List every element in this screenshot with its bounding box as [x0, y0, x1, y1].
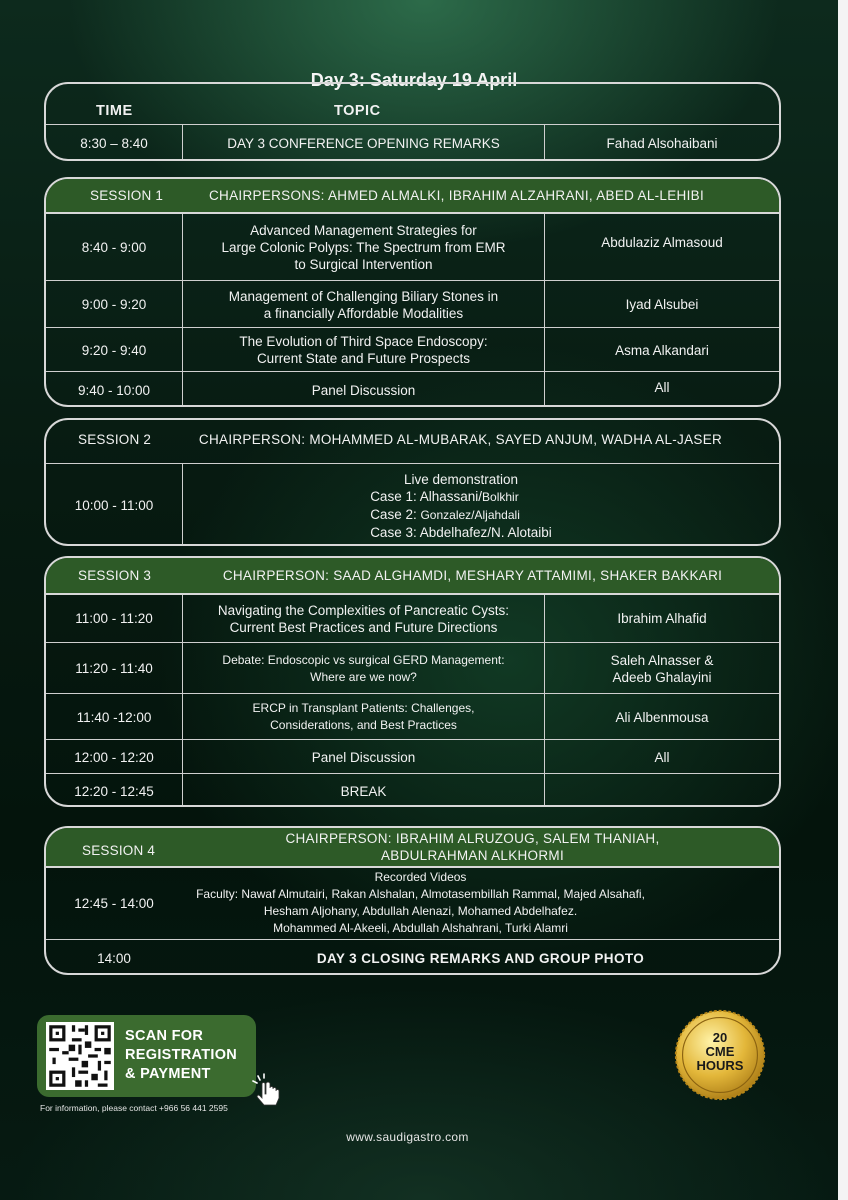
session-speaker	[544, 774, 779, 807]
opening-time: 8:30 – 8:40	[80, 136, 148, 151]
session-topic: Panel Discussion	[182, 740, 544, 774]
table-row	[46, 939, 779, 975]
badge-line: HOURS	[696, 1058, 744, 1073]
closing-time: 14:00	[97, 950, 131, 966]
session1-box	[44, 177, 781, 407]
qr-code-icon[interactable]	[46, 1022, 114, 1090]
table-row	[46, 463, 779, 546]
session4-label: SESSION 4	[82, 842, 156, 858]
registration-qr-panel[interactable]	[37, 1015, 256, 1097]
session1-label: SESSION 1	[90, 188, 164, 203]
session4-box	[44, 826, 781, 975]
case-text: Case 1: Alhassani/	[370, 488, 483, 504]
topic-line: Recorded Videos	[374, 870, 467, 884]
session4-header	[46, 828, 779, 868]
badge-line: 20	[712, 1030, 728, 1045]
session2-label: SESSION 2	[78, 431, 152, 447]
session-topic: BREAK	[182, 774, 544, 807]
session-time: 12:45 - 14:00	[74, 895, 154, 911]
table-row	[46, 642, 779, 694]
table-row	[46, 280, 779, 328]
session-time: 12:00 - 12:20	[74, 749, 154, 765]
session-speaker: Abdulaziz Almasoud	[544, 214, 779, 280]
cme-badge-text	[672, 1031, 768, 1073]
session-time: 9:20 - 9:40	[81, 342, 147, 358]
case-text: Gonzalez/Aljahdali	[420, 507, 520, 522]
case-text: Bolkhir	[482, 489, 519, 504]
session-time: 8:40 - 9:00	[81, 239, 147, 255]
session-speaker: All	[544, 740, 779, 774]
session-time: 12:20 - 12:45	[74, 783, 154, 799]
opening-speaker: Fahad Alsohaibani	[544, 125, 779, 161]
pointer-hand-icon	[250, 1072, 286, 1108]
topic-line: Hesham Aljohany, Abdullah Alenazi, Mohamed Abdelhafez.	[263, 904, 578, 918]
session-topic	[182, 868, 779, 938]
session1-chairs: CHAIRPERSONS: AHMED ALMALKI, IBRAHIM ALZAHRANI, ABED AL-LEHIBI	[209, 188, 704, 203]
session-speaker: Asma Alkandari	[544, 328, 779, 372]
session1-header	[46, 179, 779, 214]
scan-line: & PAYMENT	[125, 1066, 211, 1082]
topic-line: Advanced Management Strategies for	[250, 222, 477, 238]
contact-info: For information, please contact +966 56 441 2595	[40, 1103, 228, 1113]
session-topic	[182, 464, 779, 546]
session2-box	[44, 418, 781, 546]
topic-line: Navigating the Complexities of Pancreatic Cysts:	[217, 602, 510, 618]
session3-label: SESSION 3	[78, 568, 152, 583]
page-edge	[838, 0, 848, 1200]
session-time: 11:20 - 11:40	[75, 661, 153, 676]
session-speaker: Ibrahim Alhafid	[544, 595, 779, 642]
table-row	[46, 693, 779, 740]
topic-line: The Evolution of Third Space Endoscopy:	[239, 334, 488, 349]
case-line	[370, 506, 552, 524]
topic-line: Mohammed Al-Akeeli, Abdullah Alshahrani, Turki Alamri	[273, 921, 568, 935]
chair-line: CHAIRPERSON: IBRAHIM ALRUZOUG, SALEM THANIAH,	[285, 831, 660, 846]
topic-line: Current Best Practices and Future Directions	[229, 619, 498, 635]
session3-header	[46, 558, 779, 595]
table-row	[46, 595, 779, 642]
case-line: Case 3: Abdelhafez/N. Alotaibi	[370, 524, 552, 540]
topic-header: TOPIC	[334, 103, 381, 119]
case-text: Case 2:	[370, 506, 421, 522]
session-topic	[182, 281, 544, 328]
session2-chairs: CHAIRPERSON: MOHAMMED AL-MUBARAK, SAYED ANJUM, WADHA AL-JASER	[198, 431, 723, 447]
session-topic	[182, 328, 544, 372]
session-topic	[182, 214, 544, 280]
topic-line: Considerations, and Best Practices	[270, 718, 457, 732]
opening-topic: DAY 3 CONFERENCE OPENING REMARKS	[182, 125, 544, 161]
scan-line: REGISTRATION	[125, 1047, 238, 1063]
time-header: TIME	[96, 103, 133, 119]
scan-text	[125, 1027, 237, 1084]
topic-line: Where are we now?	[310, 669, 417, 684]
case-line	[370, 488, 552, 506]
table-row	[46, 371, 779, 407]
topic-line: Faculty: Nawaf Almutairi, Rakan Alshalan, Almotasembillah Rammal, Majed Alsahafi,	[196, 887, 645, 901]
table-row	[46, 327, 779, 372]
table-row	[46, 868, 779, 938]
session2-header	[46, 420, 779, 458]
topic-line: ERCP in Transplant Patients: Challenges,	[252, 701, 475, 715]
topic-line: Management of Challenging Biliary Stones in	[228, 288, 499, 304]
chair-line: ABDULRAHMAN ALKHORMI	[380, 848, 565, 863]
session-speaker: All	[544, 372, 779, 407]
website-link[interactable]: www.saudigastro.com	[346, 1130, 469, 1144]
session-speaker: Ali Albenmousa	[544, 694, 779, 740]
session-topic	[182, 694, 544, 740]
session-speaker	[544, 643, 779, 694]
session-time: 10:00 - 11:00	[74, 498, 154, 513]
badge-line: CME	[705, 1044, 735, 1059]
day-title: Day 3: Saturday 19 April	[310, 70, 518, 90]
session-time: 11:40 -12:00	[76, 709, 152, 725]
session-topic	[182, 643, 544, 694]
opening-row	[46, 124, 779, 161]
topic-line: a financially Affordable Modalities	[263, 305, 464, 321]
session-speaker: Iyad Alsubei	[544, 281, 779, 328]
session-time: 9:40 - 10:00	[77, 382, 151, 398]
table-row	[46, 739, 779, 774]
topic-line: to Surgical Intervention	[294, 256, 433, 272]
session4-chairs	[206, 828, 739, 866]
session3-box	[44, 556, 781, 807]
topic-line: Debate: Endoscopic vs surgical GERD Management:	[222, 652, 505, 667]
session-time: 11:00 - 11:20	[75, 611, 153, 626]
topic-line: Current State and Future Prospects	[256, 351, 471, 366]
closing-topic: DAY 3 CLOSING REMARKS AND GROUP PHOTO	[316, 950, 645, 966]
speaker-line: Saleh Alnasser &	[610, 652, 714, 668]
table-row	[46, 214, 779, 280]
speaker-line: Adeeb Ghalayini	[612, 669, 712, 685]
scan-line: SCAN FOR	[125, 1028, 204, 1044]
session-topic	[182, 595, 544, 642]
session-topic: Panel Discussion	[182, 372, 544, 407]
table-row	[46, 773, 779, 807]
session3-chairs: CHAIRPERSON: SAAD ALGHAMDI, MESHARY ATTAMIMI, SHAKER BAKKARI	[222, 568, 723, 583]
topic-line: Large Colonic Polyps: The Spectrum from EMR	[221, 239, 506, 255]
opening-box	[44, 82, 781, 161]
live-demo-title: Live demonstration	[403, 471, 519, 487]
session-time: 9:00 - 9:20	[81, 297, 147, 312]
